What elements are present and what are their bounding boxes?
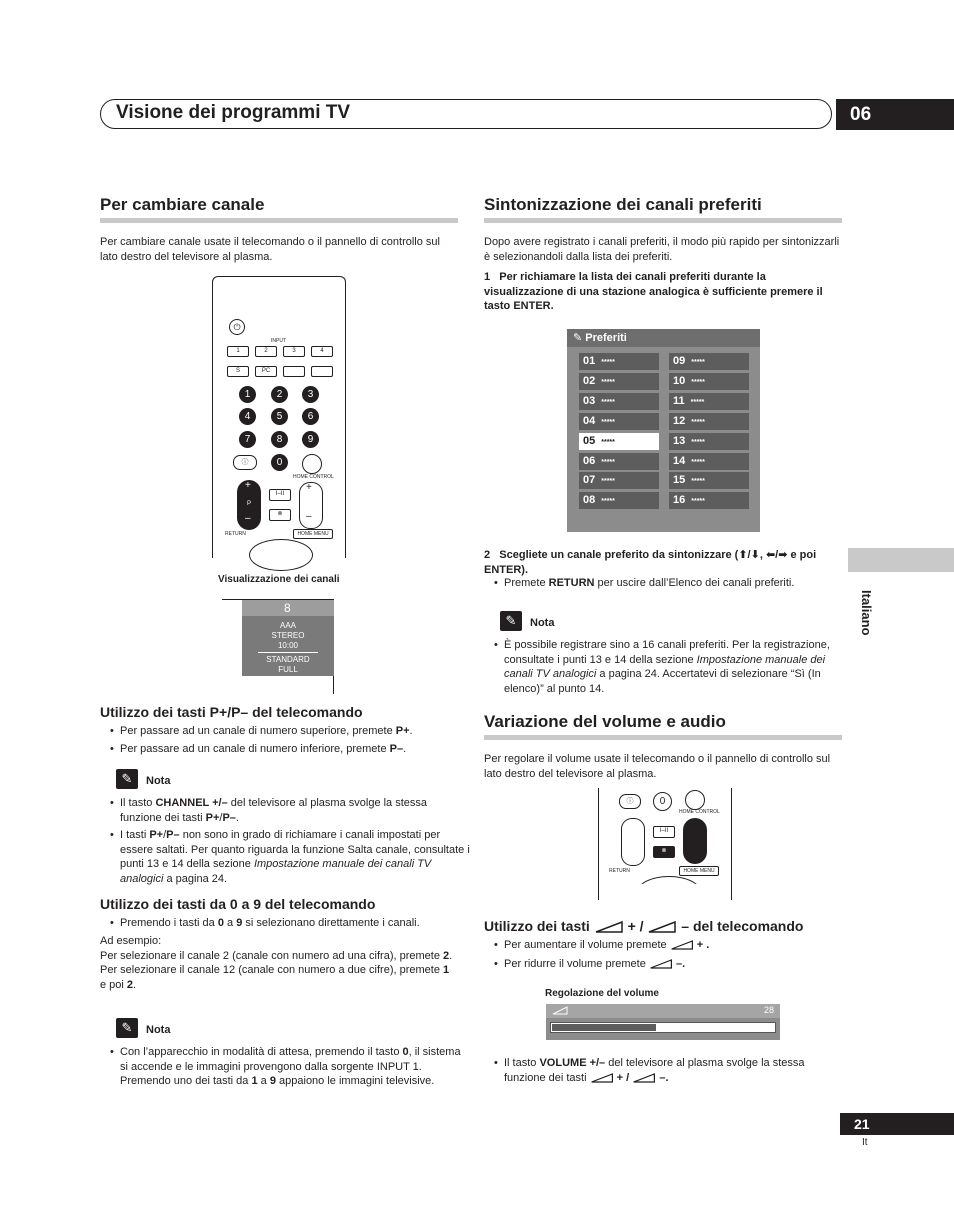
power-icon: ⏻ [229, 319, 245, 335]
favorite-channel-16: 16 ***** [669, 492, 749, 509]
input-4-button: 4 [311, 346, 333, 357]
note-label: Nota [530, 617, 555, 629]
return-label: RETURN [225, 531, 246, 537]
section-rule [484, 735, 842, 740]
volume-icon [632, 1073, 656, 1083]
favorite-channel-15: 15 ***** [669, 472, 749, 489]
section-rule [100, 218, 458, 223]
volume-caption: Regolazione del volume [545, 988, 659, 999]
digits-example: Ad esempio: Per selezionare il canale 2 (canale con numero ad una cifra), premete 2. Per selezionare il canale 12 (canale con numero a due cifre), premete 1 e poi 2. [100, 935, 453, 991]
favorite-channel-09: 09 ***** [669, 353, 749, 370]
i-ii-button: I–II [269, 489, 291, 501]
step-2: 2 Scegliete un canale preferito da sintonizzare (⬆/⬇, ⬅/➡ e poi ENTER). [484, 549, 817, 576]
favorites-intro: Dopo avere registrato i canali preferiti, il modo più rapido per sintonizzarli è selezionandoli dalla lista dei preferiti. [484, 236, 840, 263]
input-3-button: 3 [283, 346, 305, 357]
volume-icon [552, 1006, 568, 1015]
volume-icon [594, 921, 624, 933]
home-control-label: HOME CONTROL [293, 474, 334, 480]
step-2-bullet: • Premete RETURN per uscire dall’Elenco dei canali preferiti. [492, 576, 854, 591]
num-9-button: 9 [302, 431, 319, 448]
note-label: Nota [146, 775, 171, 787]
channel-time: 10:00 [277, 641, 299, 650]
digits-bullet: • Premendo i tasti da 0 a 9 si selezionano direttamente i canali. [108, 916, 470, 931]
intro-text: Per cambiare canale usate il telecomando o il pannello di controllo sul lato destro del televisore al plasma. [100, 236, 440, 263]
favorite-channel-05: 05 ***** [579, 433, 659, 450]
nav-dial [249, 539, 313, 571]
home-menu-button: HOME MENU [293, 529, 333, 539]
channel-name: AAA [279, 621, 296, 630]
channel-plus-label: + [245, 480, 251, 491]
favorite-channel-13: 13 ***** [669, 433, 749, 450]
channel-minus-label: – [245, 513, 251, 524]
volume-up-bullet: • Per aumentare il volume premete + . [492, 938, 844, 953]
s-button: S [227, 366, 249, 377]
info-icon: ⓘ [233, 455, 257, 470]
note2-bullet: • Con l’apparecchio in modalità di attesa, premendo il tasto 0, il sistema si accende e le immagini provengono dalla sorgente INPUT 1. Premendo uno dei tasti da 1 a 9 appaiono le immagini televisive. [108, 1045, 470, 1089]
volume-level: 28 [764, 1005, 775, 1015]
note-pencil-icon: ✎ [500, 611, 522, 631]
pc-button: PC [255, 366, 277, 377]
i-ii-button: I–II [653, 826, 675, 838]
favorite-channel-11: 11 ***** [669, 393, 749, 410]
volume-icon [647, 921, 677, 933]
favorites-icon: ✎ [573, 332, 583, 344]
page-number: 21 [840, 1113, 954, 1135]
num-7-button: 7 [239, 431, 256, 448]
note1-bullet-2: • I tasti P+/P– non sono in grado di richiamare i canali impostati per essere saltati. Per quanto riguarda la funzione Salta canale, consultate i punti 13 e 14 della sezione Impostazione manuale dei canali TV analogici a pagina 24. [108, 828, 470, 886]
volume-minus-label: – [306, 511, 312, 522]
section-title-volume: Variazione del volume e audio [484, 712, 726, 731]
note-label: Nota [146, 1024, 171, 1036]
return-label: RETURN [609, 868, 630, 874]
section-title-change-channel: Per cambiare canale [100, 195, 265, 214]
volume-icon [670, 940, 694, 950]
volume-down-bullet: • Per ridurre il volume premete –. [492, 957, 844, 972]
p-label: P [247, 501, 252, 507]
favorite-channel-03: 03 ***** [579, 393, 659, 410]
pp-bullet-2: • Per passare ad un canale di numero inferiore, premete P–. [108, 742, 470, 757]
channel-rocker [621, 818, 645, 866]
num-5-button: 5 [271, 408, 288, 425]
home-control-button [302, 454, 322, 474]
volume-plus-label: + [306, 482, 312, 493]
input-1-button: 1 [227, 346, 249, 357]
input-2-button: 2 [255, 346, 277, 357]
mute-icon: ⊗ [653, 846, 675, 858]
note-pencil-icon: ✎ [116, 769, 138, 789]
num-0-button: 0 [653, 792, 672, 811]
chapter-number: 06 [836, 99, 954, 130]
language-label: Italiano [859, 590, 874, 636]
info-icon: ⓘ [619, 794, 641, 809]
section-title-favorites: Sintonizzazione dei canali preferiti [484, 195, 762, 214]
volume-intro: Per regolare il volume usate il telecomando o il pannello di controllo sul lato destro del televisore al plasma. [484, 753, 831, 780]
favorite-channel-01: 01 ***** [579, 353, 659, 370]
volume-rocker [683, 818, 707, 864]
language-label-container [848, 590, 878, 650]
split-button [283, 366, 305, 377]
language-tab [848, 548, 954, 572]
favorite-channel-08: 08 ***** [579, 492, 659, 509]
freeze-button [311, 366, 333, 377]
note1-bullet-1: • Il tasto CHANNEL +/– del televisore al plasma svolge la stessa funzione dei tasti P+/P–. [108, 796, 470, 825]
picture-mode: STANDARD [266, 655, 310, 664]
favorites-header [567, 329, 760, 347]
channel-display-caption: Visualizzazione dei canali [218, 574, 340, 585]
remote-volume-image [598, 788, 732, 900]
digits-subtitle: Utilizzo dei tasti da 0 a 9 del telecomando [100, 896, 376, 912]
favorite-channel-14: 14 ***** [669, 453, 749, 470]
channel-number: 8 [284, 601, 291, 615]
nav-dial [637, 876, 701, 908]
display-divider [258, 652, 318, 653]
picture-mode-info [242, 655, 334, 675]
favorite-channel-06: 06 ***** [579, 453, 659, 470]
page-title: Visione dei programmi TV [116, 102, 351, 123]
favorite-channel-12: 12 ***** [669, 413, 749, 430]
pp-subtitle: Utilizzo dei tasti P+/P– del telecomando [100, 704, 363, 720]
step-1: 1 Per richiamare la lista dei canali preferiti durante la visualizzazione di una stazione analogica è sufficiente premere il tasto ENTER. [484, 271, 823, 312]
num-2-button: 2 [271, 386, 288, 403]
section-rule [484, 218, 842, 223]
num-0-button: 0 [271, 454, 288, 471]
volume-fill [552, 1024, 656, 1031]
num-6-button: 6 [302, 408, 319, 425]
num-4-button: 4 [239, 408, 256, 425]
channel-audio: STEREO [271, 631, 305, 640]
note-pencil-icon: ✎ [116, 1018, 138, 1038]
page-language-code: It [862, 1137, 868, 1148]
mute-icon: ⊗ [269, 509, 291, 521]
screen-size: FULL [278, 665, 298, 674]
volume-icon [649, 959, 673, 969]
volume-note-bullet: • Il tasto VOLUME +/– del televisore al plasma svolge la stessa funzione dei tasti + / –. [492, 1056, 844, 1085]
num-1-button: 1 [239, 386, 256, 403]
channel-info [242, 621, 334, 651]
num-3-button: 3 [302, 386, 319, 403]
volume-icon [590, 1073, 614, 1083]
pp-bullet-1: • Per passare ad un canale di numero superiore, premete P+. [108, 724, 470, 739]
home-control-label: HOME CONTROL [679, 809, 720, 815]
volume-display-header [546, 1004, 780, 1018]
num-8-button: 8 [271, 431, 288, 448]
home-control-button [685, 790, 705, 810]
favorite-channel-10: 10 ***** [669, 373, 749, 390]
favorite-channel-02: 02 ***** [579, 373, 659, 390]
input-label: INPUT [271, 338, 286, 344]
favorite-channel-07: 07 ***** [579, 472, 659, 489]
favorites-note-bullet: • È possibile registrare sino a 16 canali preferiti. Per la registrazione, consultate i punti 13 e 14 della sezione Impostazione manuale dei canali TV analogici a pagina 24. Accertatevi di selezionare “Sì (In elenco)” al punto 14. [492, 638, 844, 696]
home-menu-button: HOME MENU [679, 866, 719, 876]
remote-control-image [212, 276, 346, 558]
favorite-channel-04: 04 ***** [579, 413, 659, 430]
favorites-title: Preferiti [585, 332, 627, 344]
volume-subtitle: Utilizzo dei tasti + / – del telecomando [484, 918, 804, 934]
